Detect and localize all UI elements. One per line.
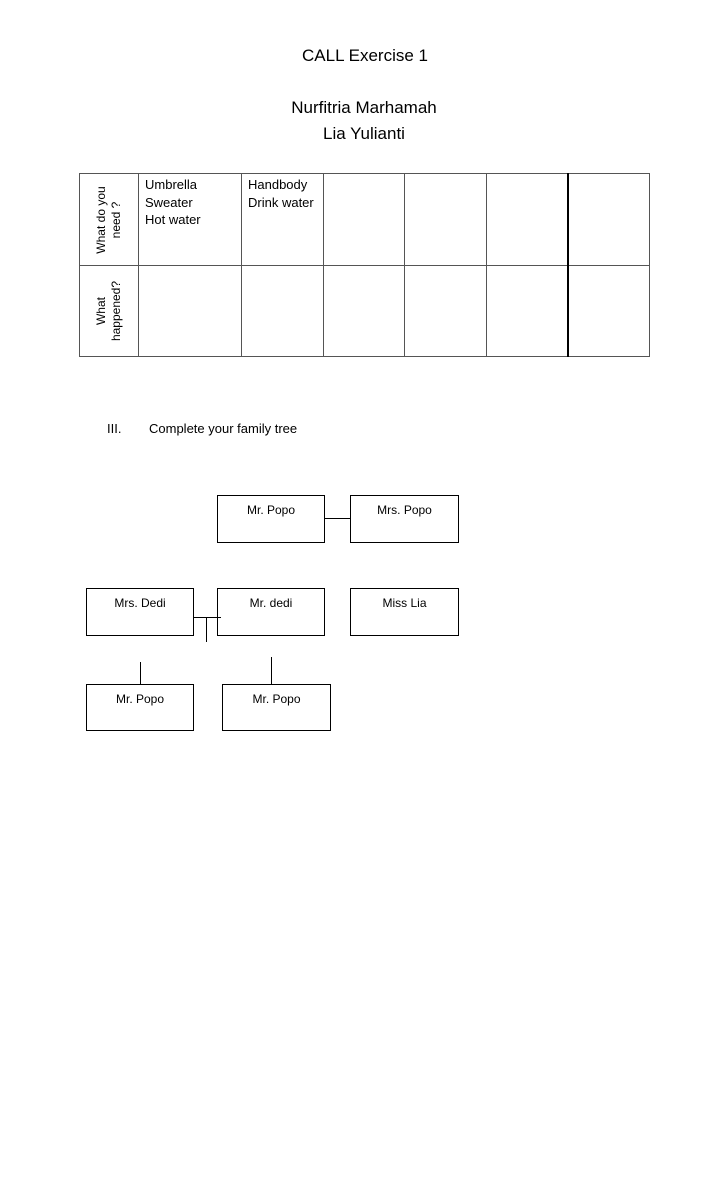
family-member-name: Mrs. Popo [377,503,432,517]
table-cell [405,266,487,357]
family-box-father [217,588,325,636]
author-name: Nurfitria Marhamah [291,98,437,117]
table-cell [487,174,568,266]
family-member-name: Mr. Popo [252,692,301,706]
family-member-name: Mr. Popo [246,503,296,517]
row-header-label: What happened? [94,280,123,342]
needs-table [79,173,650,357]
table-row [80,266,650,357]
table-cell [568,266,650,357]
table-cell [139,266,242,357]
family-member-name: Mrs. Dedi [114,596,166,610]
table-cell [242,174,324,266]
family-member-name: Miss Lia [382,596,427,610]
table-row [80,174,650,266]
family-member-name: Mr. dedi [249,596,293,610]
row-header-label: What do you need ? [94,185,123,254]
connector-line [194,617,221,618]
row-header-happened [80,266,139,357]
connector-line [271,657,272,684]
author-name: Lia Yulianti [323,124,405,143]
table-cell [139,174,242,266]
section-title: Complete your family tree [149,421,298,436]
table-cell [568,174,650,266]
family-box-child [222,684,331,731]
need-item: Drink water [248,194,314,210]
need-item: Handbody [248,177,308,192]
family-box-child [86,684,194,731]
need-item: Hot water [145,212,201,227]
family-box-mother [86,588,194,636]
table-cell [405,174,487,266]
family-box-aunt [350,588,459,636]
family-box-grandmother [350,495,459,543]
table-cell [242,266,324,357]
section-number: III. [107,421,122,436]
family-member-name: Mr. Popo [115,692,165,706]
table-cell [487,266,568,357]
connector-line [325,518,350,519]
table-cell [324,266,405,357]
family-box-grandfather [217,495,325,543]
table-cell [324,174,405,266]
need-item: Umbrella [145,177,198,192]
need-item: Sweater [145,194,193,210]
row-header-need [80,174,139,266]
connector-line [206,617,207,642]
page-title: CALL Exercise 1 [302,46,428,65]
